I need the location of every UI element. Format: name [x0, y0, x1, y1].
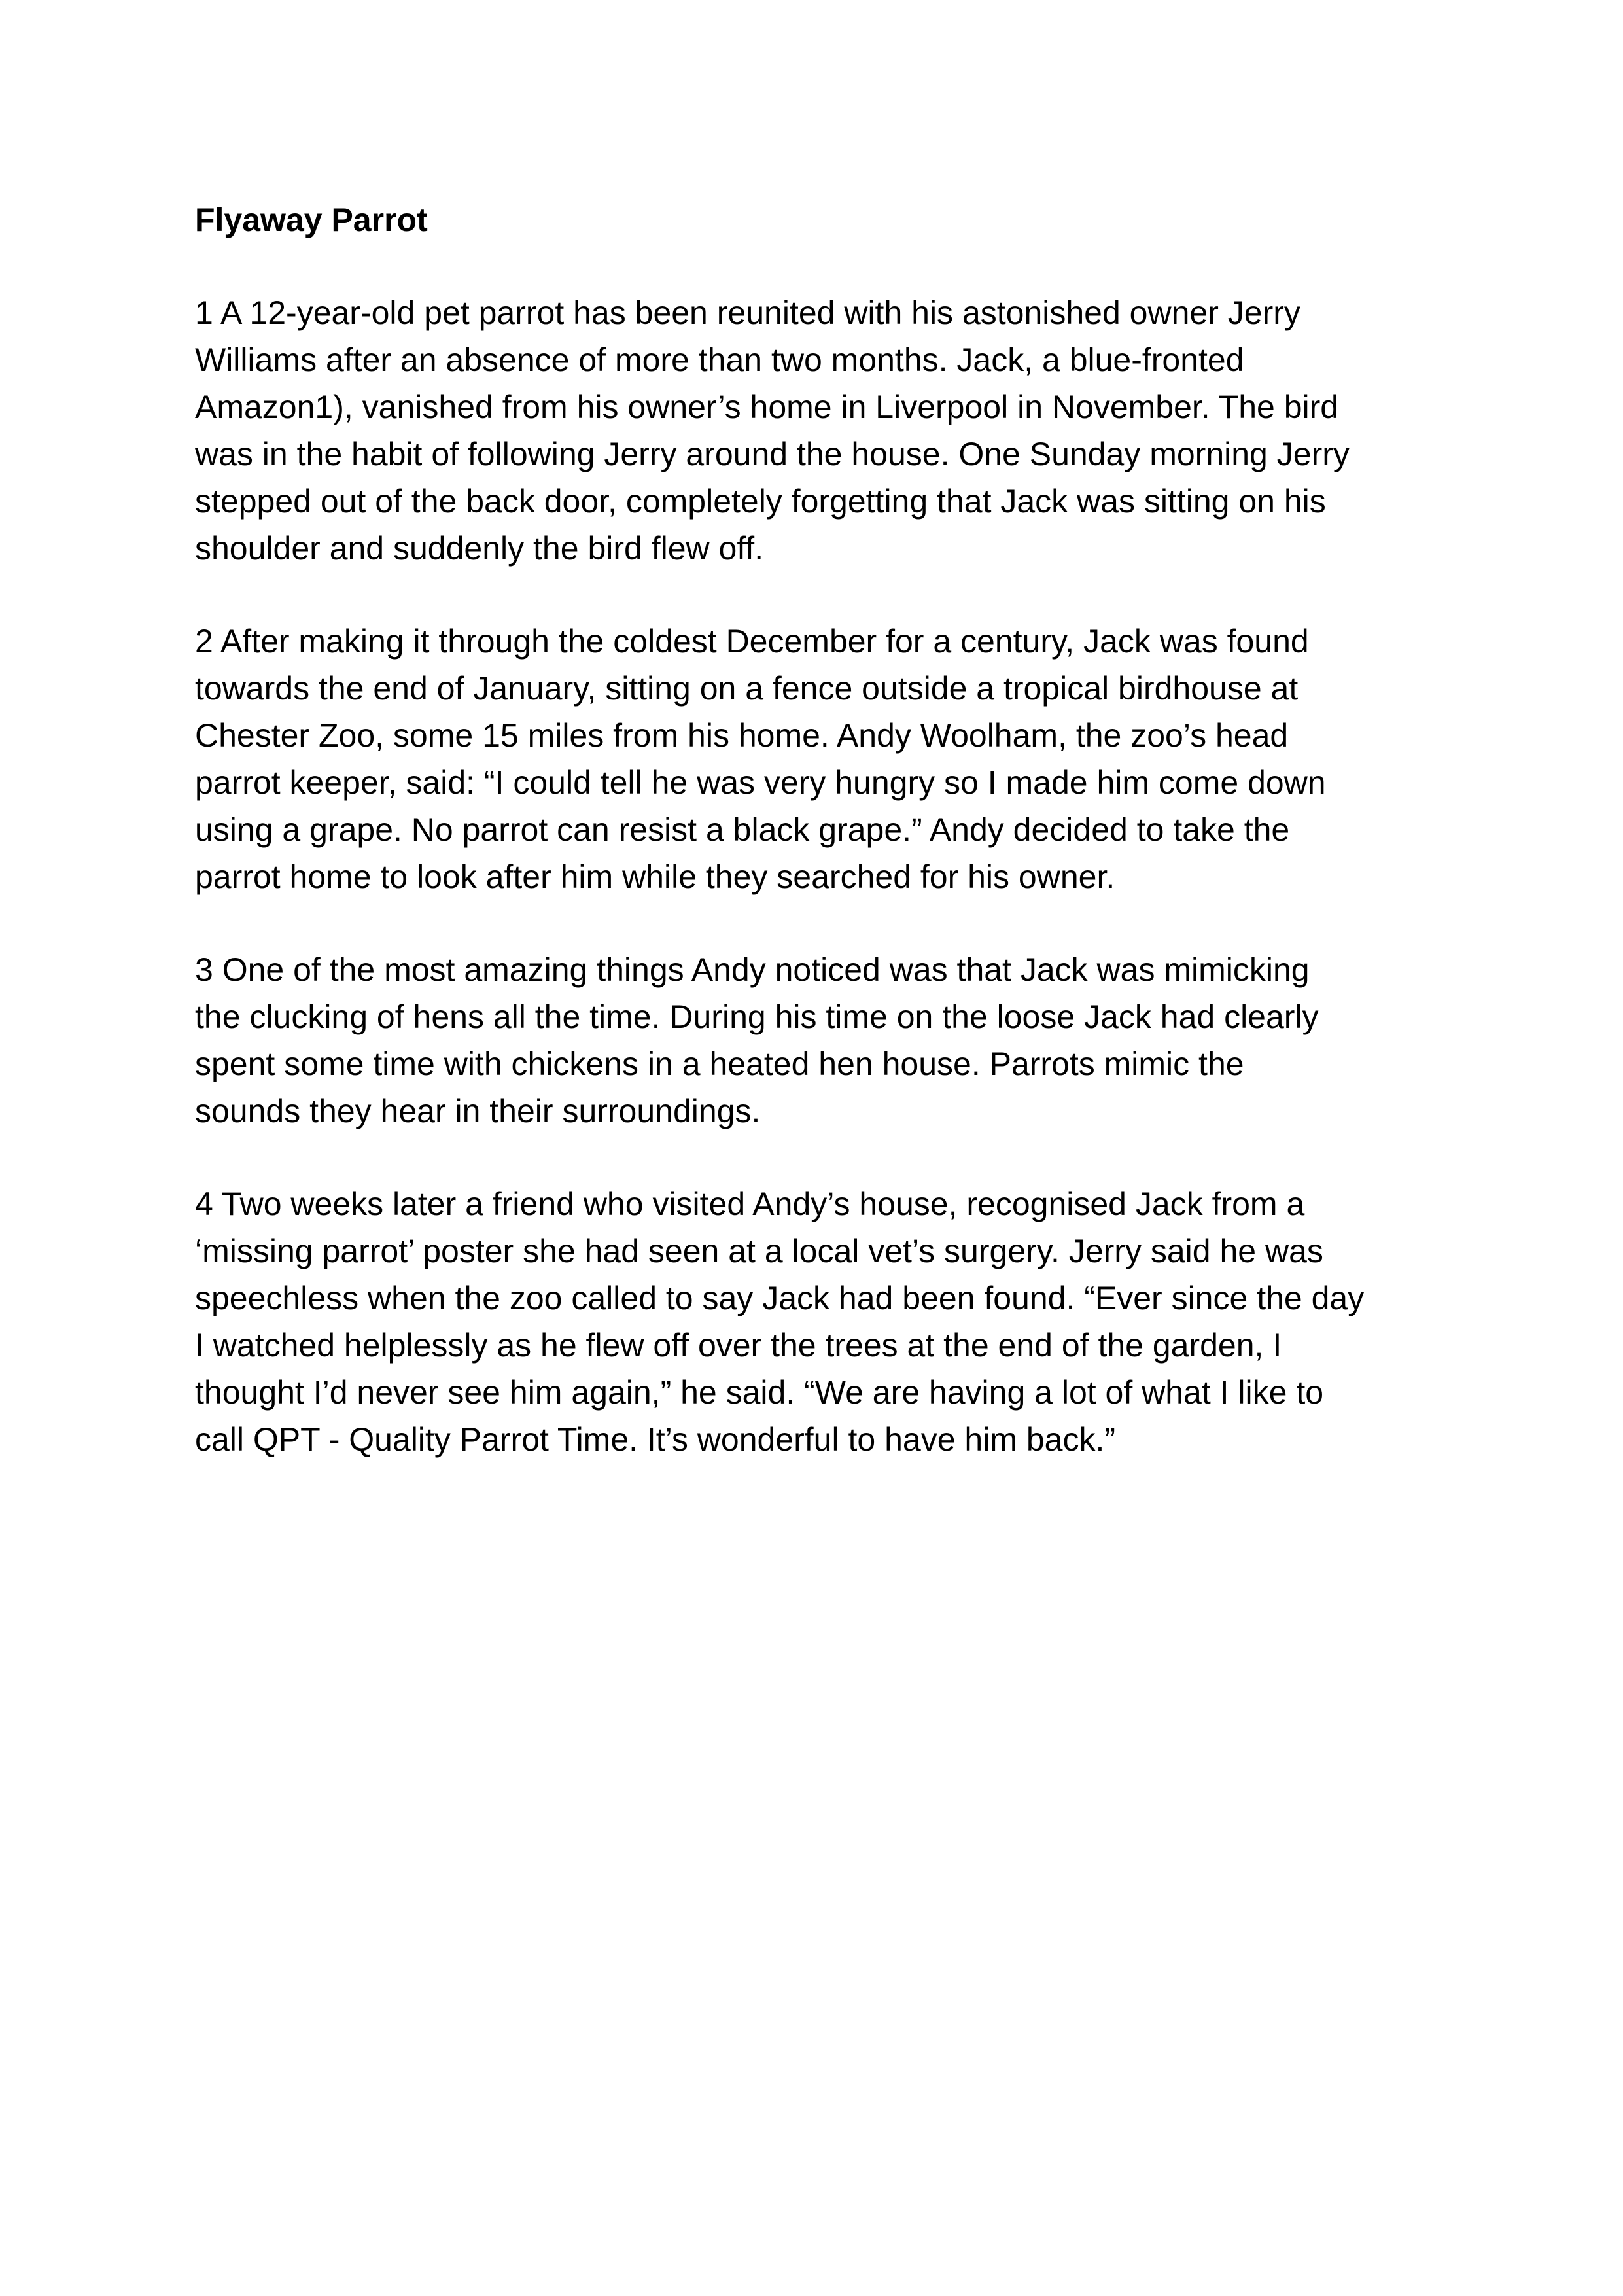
paragraph-line: using a grape. No parrot can resist a black grape.” Andy decided to take the — [195, 811, 1290, 848]
paragraph-line: spent some time with chickens in a heated hen house. Parrots mimic the — [195, 1046, 1244, 1082]
paragraph-1 — [195, 289, 1471, 572]
paragraph-line: the clucking of hens all the time. During his time on the loose Jack had clearly — [195, 998, 1319, 1035]
paragraph-line: parrot keeper, said: “I could tell he was very hungry so I made him come down — [195, 764, 1326, 801]
paragraph-line: call QPT - Quality Parrot Time. It’s wonderful to have him back.” — [195, 1421, 1116, 1458]
paragraph-line: was in the habit of following Jerry around the house. One Sunday morning Jerry — [195, 436, 1350, 472]
paragraph-line: Chester Zoo, some 15 miles from his home. Andy Woolham, the zoo’s head — [195, 717, 1289, 754]
paragraph-line: towards the end of January, sitting on a fence outside a tropical birdhouse at — [195, 670, 1299, 707]
document-body — [195, 196, 1471, 1509]
paragraph-line: I watched helplessly as he flew off over the trees at the end of the garden, I — [195, 1327, 1282, 1364]
paragraph-line: ‘missing parrot’ poster she had seen at a local vet’s surgery. Jerry said he was — [195, 1233, 1323, 1269]
paragraph-2 — [195, 618, 1471, 900]
paragraph-line: Amazon1), vanished from his owner’s home in Liverpool in November. The bird — [195, 389, 1339, 425]
paragraph-4 — [195, 1180, 1471, 1463]
paragraph-line: parrot home to look after him while they searched for his owner. — [195, 858, 1115, 895]
paragraph-line: 4 Two weeks later a friend who visited Andy’s house, recognised Jack from a — [195, 1186, 1305, 1222]
paragraph-line: speechless when the zoo called to say Jack had been found. “Ever since the day — [195, 1280, 1365, 1316]
paragraph-3 — [195, 946, 1471, 1135]
paragraph-line: 3 One of the most amazing things Andy noticed was that Jack was mimicking — [195, 951, 1310, 988]
paragraph-line: thought I’d never see him again,” he said. “We are having a lot of what I like to — [195, 1374, 1324, 1411]
paragraph-line: Williams after an absence of more than two months. Jack, a blue-fronted — [195, 342, 1244, 378]
paragraph-line: 1 A 12-year-old pet parrot has been reunited with his astonished owner Jerry — [195, 294, 1300, 331]
document-title: Flyaway Parrot — [195, 202, 428, 238]
paragraph-line: sounds they hear in their surroundings. — [195, 1093, 761, 1129]
paragraph-line: stepped out of the back door, completely forgetting that Jack was sitting on his — [195, 483, 1326, 520]
paragraph-line: shoulder and suddenly the bird flew off. — [195, 530, 764, 567]
paragraph-line: 2 After making it through the coldest December for a century, Jack was found — [195, 623, 1309, 660]
